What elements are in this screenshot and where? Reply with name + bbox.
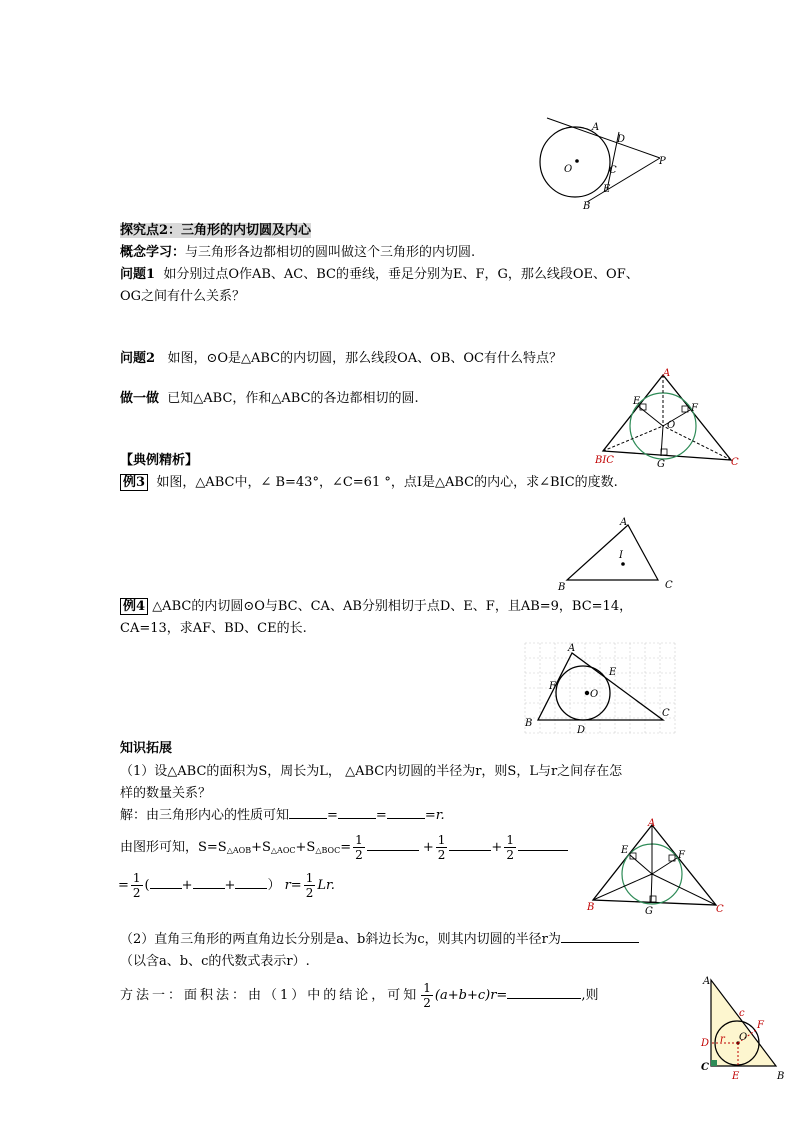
ext2-blank-2 bbox=[507, 986, 581, 999]
ex4-label-d: D bbox=[577, 725, 586, 736]
right-label-b: B bbox=[777, 1071, 785, 1082]
incircle-label-o: O bbox=[667, 420, 676, 431]
ex3-label: 例3 bbox=[120, 474, 148, 491]
concept-text: 与三角形各边都相切的圆叫做这个三角形的内切圆. bbox=[185, 245, 476, 260]
ext-label-a: A bbox=[648, 818, 656, 829]
ex3-label-a: A bbox=[620, 517, 628, 528]
ext1-blank-6 bbox=[518, 838, 568, 851]
ext-label-c: C bbox=[716, 904, 724, 915]
tangent-label-d: D bbox=[617, 134, 626, 145]
ext1-line1: （1）设△ABC的面积为S，周长为L， △ABC内切圆的半径为r，则S，L与r之间存在怎 bbox=[120, 764, 623, 779]
ext1-line2: 样的数量关系？ bbox=[120, 786, 212, 801]
ext1-blank-9 bbox=[235, 876, 267, 889]
q1-label: 问题1 bbox=[120, 267, 156, 282]
right-label-a: A bbox=[703, 976, 711, 987]
ex4-label: 例4 bbox=[120, 598, 148, 615]
ext-label-e: E bbox=[621, 845, 629, 856]
ex4-label-e: E bbox=[609, 667, 617, 678]
concept-label: 概念学习： bbox=[120, 245, 186, 260]
ex4-label-b: B bbox=[525, 718, 533, 729]
q1-line2: OG之间有什么关系？ bbox=[120, 289, 246, 304]
ext1-blank-8 bbox=[193, 876, 225, 889]
ext-title: 知识拓展 bbox=[120, 741, 173, 756]
incircle-label-b: BIC bbox=[595, 455, 614, 466]
right-triangle-figure bbox=[698, 970, 792, 1084]
right-label-f: F bbox=[757, 1020, 764, 1031]
incircle-label-f: F bbox=[691, 403, 698, 414]
q2-label: 问题2 bbox=[120, 351, 156, 366]
incircle-label-g: G bbox=[657, 459, 665, 470]
incircle-label-e: E bbox=[633, 396, 641, 407]
tangent-label-c: C bbox=[609, 165, 617, 176]
ext2-method: 方法一：面积法：由（1）中的结论，可知 bbox=[120, 988, 420, 1003]
ext2-line2: （以含a、b、c的代数式表示r）. bbox=[120, 954, 310, 969]
tangent-label-b: B bbox=[583, 201, 591, 210]
try-label: 做一做 bbox=[120, 391, 160, 406]
tangent-label-a: A bbox=[592, 122, 600, 133]
right-label-c: C bbox=[701, 1062, 709, 1073]
examples-title: 【典例精析】 bbox=[120, 453, 199, 468]
section-title: 探究点2：三角形的内切圆及内心 bbox=[120, 223, 312, 238]
ext1-sol-prefix: 解：由三角形内心的性质可知 bbox=[120, 808, 290, 823]
try-text: 已知△ABC，作和△ABC的各边都相切的圆. bbox=[167, 391, 419, 406]
right-label-r: r bbox=[720, 1034, 725, 1045]
ext1-blank-4 bbox=[367, 838, 419, 851]
tangent-label-o: O bbox=[564, 164, 573, 175]
incircle-figure bbox=[595, 368, 745, 470]
right-label-o: O bbox=[739, 1032, 748, 1043]
q2-text: 如图，⊙O是△ABC的内切圆，那么线段OA、OB、OC有什么特点？ bbox=[167, 351, 562, 366]
ext2-blank-1 bbox=[561, 930, 639, 943]
ext1-blank-1 bbox=[289, 806, 327, 819]
ex3-label-i: I bbox=[619, 550, 623, 561]
ext-label-g: G bbox=[645, 906, 653, 917]
ext-figure bbox=[585, 818, 730, 918]
ext-label-b: B bbox=[587, 902, 595, 913]
ex4-label-a: A bbox=[568, 643, 576, 654]
right-label-c-side: c bbox=[739, 1008, 745, 1019]
right-label-d: D bbox=[701, 1038, 710, 1049]
ext1-area-prefix: 由图形可知，S=S bbox=[120, 840, 227, 855]
ex4-label-f: F bbox=[549, 681, 556, 692]
tangent-label-e: E bbox=[603, 184, 611, 195]
incircle-label-a: A bbox=[663, 368, 671, 379]
q1-line1: 如分别过点O作AB、AC、BC的垂线，垂足分别为E、F，G，那么线段OE、OF、 bbox=[163, 267, 639, 282]
ex4-label-o: O bbox=[590, 689, 599, 700]
tangent-figure bbox=[535, 110, 675, 210]
ex4-label-c: C bbox=[662, 708, 670, 719]
ext1-blank-2 bbox=[338, 806, 376, 819]
ext2-line1: （2）直角三角形的两直角边长分别是a、b斜边长为c，则其内切圆的半径r为 bbox=[120, 932, 561, 947]
ext-label-f: F bbox=[678, 850, 685, 861]
ex3-label-c: C bbox=[665, 580, 673, 591]
tangent-label-p: P bbox=[659, 156, 666, 167]
ex4-line1: △ABC的内切圆⊙O与BC、CA、AB分别相切于点D、E、F，且AB=9，BC=14， bbox=[152, 599, 633, 614]
ex4-line2: CA=13，求AF、BD、CE的长. bbox=[120, 621, 307, 636]
right-label-e: E bbox=[732, 1071, 740, 1082]
incircle-label-c: C bbox=[731, 457, 739, 468]
ext1-blank-5 bbox=[449, 838, 491, 851]
ex3-figure bbox=[555, 512, 680, 592]
ex4-figure bbox=[520, 638, 680, 738]
ext1-blank-3 bbox=[387, 806, 425, 819]
fraction: $\frac{1}{2}$ bbox=[355, 833, 363, 862]
ex3-label-b: B bbox=[558, 582, 566, 592]
ex3-text: 如图，△ABC中，∠ B=43°，∠C=61 °，点I是△ABC的内心，求∠BIC的度数. bbox=[156, 475, 618, 490]
ext1-blank-7 bbox=[150, 876, 182, 889]
